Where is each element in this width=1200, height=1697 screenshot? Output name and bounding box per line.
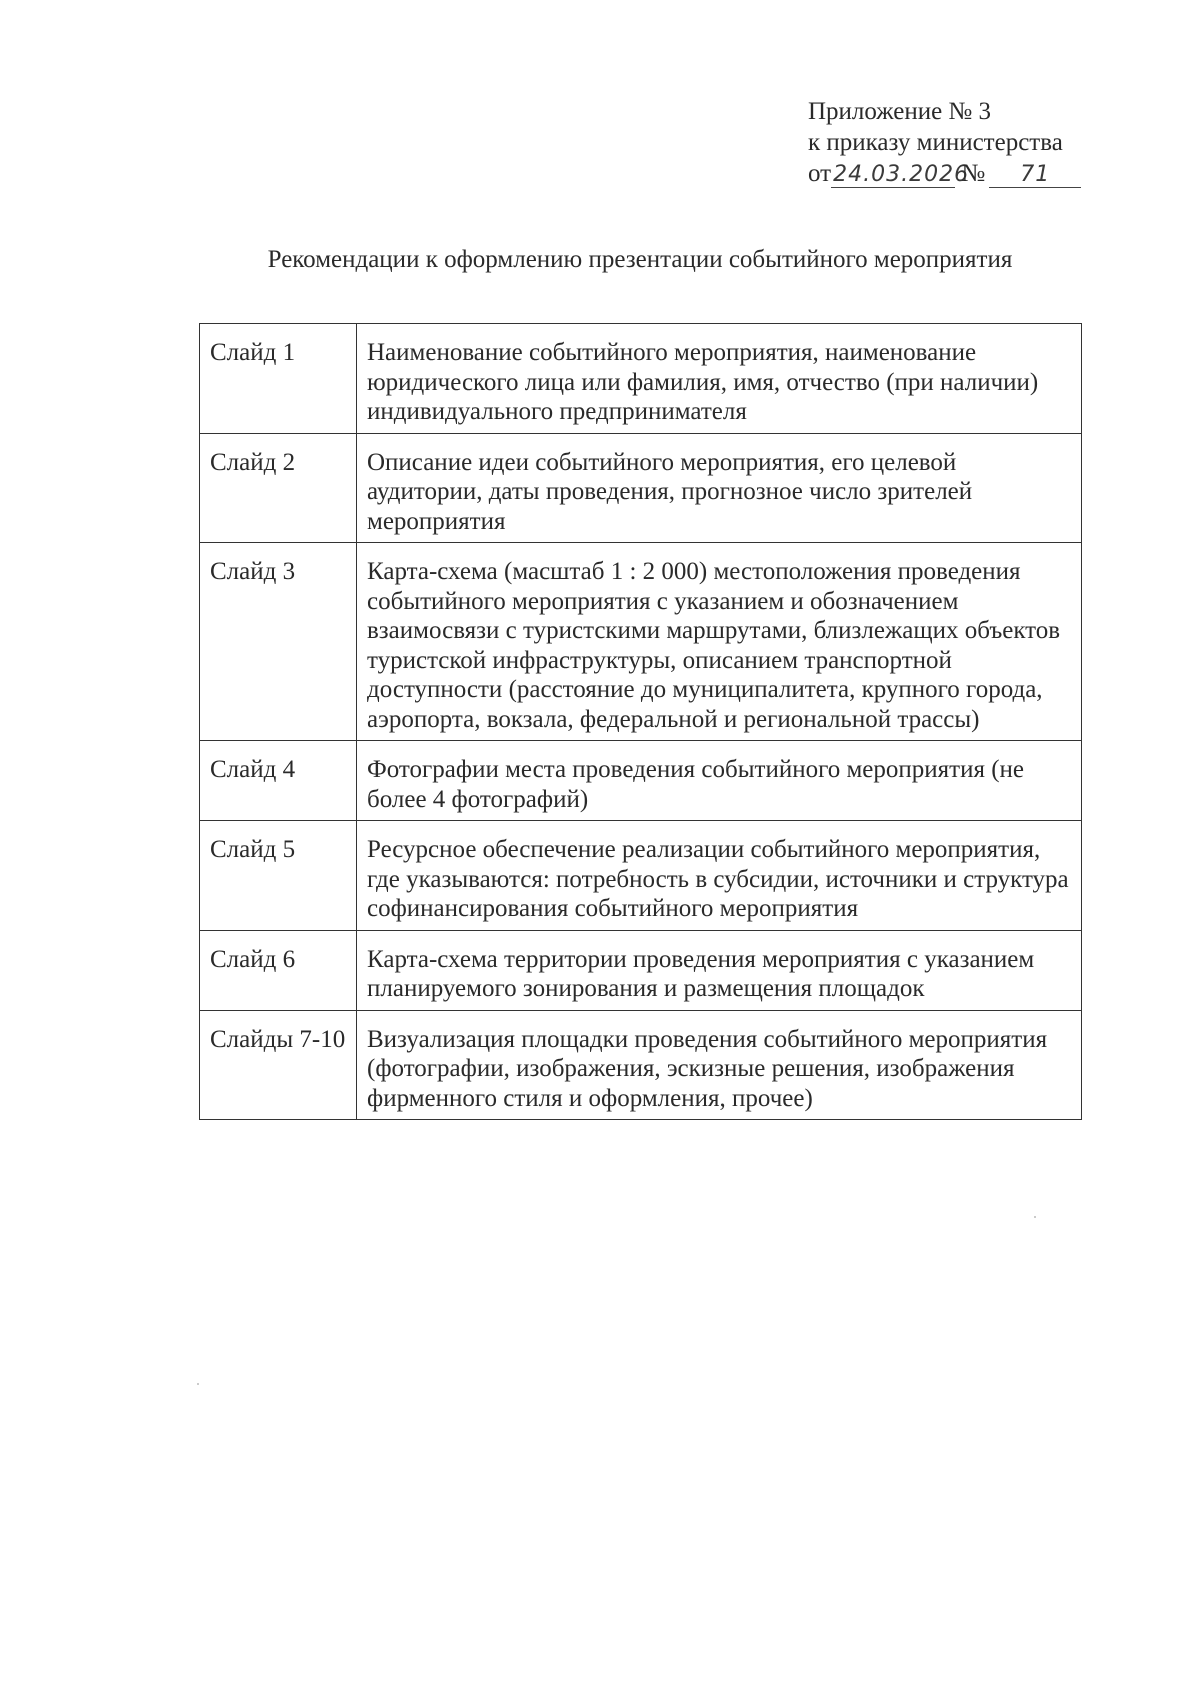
date-prefix: от	[808, 160, 832, 187]
table-row	[200, 1010, 1082, 1120]
slide-name-cell: Слайды 7-10	[200, 1010, 357, 1120]
table-row	[200, 821, 1082, 931]
slide-name-cell: Слайд 6	[200, 930, 357, 1010]
slide-description-cell: Визуализация площадки проведения событийного мероприятия (фотографии, изображения, эскизные решения, изображения фирменного стиля и оформления, прочее)	[357, 1010, 1082, 1120]
slide-description-cell: Карта-схема (масштаб 1 : 2 000) местоположения проведения событийного мероприятия с указанием и обозначением взаимосвязи с туристскими маршрутами, близлежащих объектов туристской инфраструктуры, описанием транспортной доступности (расстояние до муниципалитета, крупного города, аэропорта, вокзала, федеральной и региональной трассы)	[357, 543, 1082, 741]
document-title: Рекомендации к оформлению презентации событийного мероприятия	[267, 246, 1013, 273]
table-row	[200, 930, 1082, 1010]
scan-speck	[1034, 1216, 1036, 1218]
table-row	[200, 741, 1082, 821]
scan-speck	[197, 1383, 199, 1385]
handwritten-date: 24.03.2026	[833, 162, 970, 187]
appendix-title: Приложение № 3	[808, 98, 992, 125]
slide-name-cell: Слайд 3	[200, 543, 357, 741]
table-row	[200, 324, 1082, 434]
handwritten-number: 71	[989, 163, 1081, 188]
appendix-order-ref: к приказу министерства	[808, 129, 1063, 156]
slide-name-cell: Слайд 2	[200, 433, 357, 543]
appendix-date-line	[808, 158, 1108, 189]
slide-name-cell: Слайд 4	[200, 741, 357, 821]
table-row	[200, 433, 1082, 543]
slide-description-cell: Наименование событийного мероприятия, наименование юридического лица или фамилия, имя, отчество (при наличии) индивидуального предпринимателя	[357, 324, 1082, 434]
slide-description-cell: Ресурсное обеспечение реализации событийного мероприятия, где указываются: потребность в субсидии, источники и структура софинансирования событийного мероприятия	[357, 821, 1082, 931]
slide-name-cell: Слайд 1	[200, 324, 357, 434]
slide-description-cell: Фотографии места проведения событийного мероприятия (не более 4 фотографий)	[357, 741, 1082, 821]
slide-description-cell: Карта-схема территории проведения мероприятия с указанием планируемого зонирования и размещения площадок	[357, 930, 1082, 1010]
appendix-header	[808, 96, 1108, 189]
slides-table	[199, 323, 1082, 1120]
table-row	[200, 543, 1082, 741]
slide-name-cell: Слайд 5	[200, 821, 357, 931]
slide-description-cell: Описание идеи событийного мероприятия, его целевой аудитории, даты проведения, прогнозное число зрителей мероприятия	[357, 433, 1082, 543]
number-label: №	[961, 160, 986, 187]
